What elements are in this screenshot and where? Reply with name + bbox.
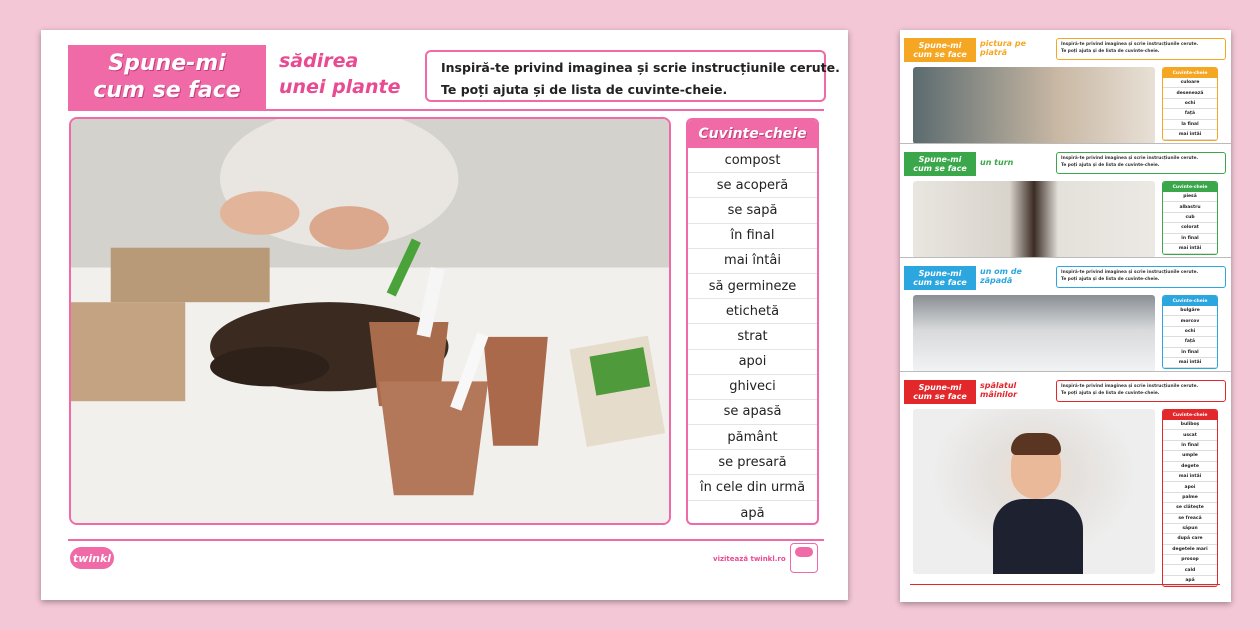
visit-link[interactable]: vizitează twinkl.ro	[713, 555, 786, 563]
thumb-keywords: Cuvinte-cheie bulgăre morcov ochi față în final mai întâi	[1162, 295, 1218, 369]
keyword-item: compost	[688, 148, 817, 173]
thumb-title: Spune-mi cum se face	[904, 152, 976, 176]
thumb-photo	[913, 67, 1155, 144]
keyword-item: se apasă	[688, 400, 817, 425]
keyword-item: se acoperă	[688, 173, 817, 198]
twinkl-badge-icon	[790, 543, 818, 573]
instruction-line-1: Inspiră-te privind imaginea și scrie instrucțiunile cerute.	[441, 60, 840, 75]
title-line-2: cum se face	[93, 78, 241, 103]
keyword-item: se sapă	[688, 198, 817, 223]
thumb-keywords: Cuvinte-cheie culoare desenează ochi față la final mai întâi	[1162, 67, 1218, 141]
thumb-title: Spune-mi cum se face	[904, 266, 976, 290]
subtitle-line-1: sădirea	[279, 50, 359, 72]
instruction-line-2: Te poți ajuta și de lista de cuvinte-cheie.	[441, 82, 728, 97]
thumb-tower[interactable]	[900, 144, 1231, 258]
thumb-subtitle: spălatul mâinilor	[980, 381, 1018, 399]
thumb-footer-divider	[910, 584, 1220, 585]
thumb-instructions: Inspiră-te privind imaginea și scrie instrucțiunile cerute. Te poți ajuta și de lista de cuvinte-cheie.	[1056, 266, 1226, 288]
thumb-snowman[interactable]	[900, 258, 1231, 372]
thumb-title	[904, 38, 976, 62]
keyword-item: strat	[688, 324, 817, 349]
thumb-title-line: Spune-mi	[918, 41, 962, 50]
planting-illustration	[71, 119, 669, 523]
instructions-box	[425, 50, 840, 102]
thumb-photo	[913, 295, 1155, 372]
thumb-subtitle: un turn	[980, 158, 1014, 167]
main-worksheet	[41, 30, 848, 600]
keyword-item: etichetă	[688, 299, 817, 324]
keyword-item: în final	[688, 224, 817, 249]
keyword-item: mai întâi	[688, 249, 817, 274]
worksheet-subtitle	[279, 48, 449, 100]
keyword-item: apă	[740, 505, 765, 521]
planting-photo	[69, 117, 671, 525]
keyword-item: ghiveci	[688, 375, 817, 400]
twinkl-logo: twinkl	[70, 547, 114, 569]
keyword-item: se presară	[688, 450, 817, 475]
thumb-title: Spune-mi cum se face	[904, 380, 976, 404]
thumb-photo	[913, 181, 1155, 258]
thumb-keywords: Cuvinte-cheie buliboș uscat în final umple degete mai întâi apoi palme se clătește se freacă săpun după care degetele mari prosop cald apă	[1162, 409, 1218, 587]
keywords-header	[688, 120, 817, 148]
keyword-item: apoi	[688, 350, 817, 375]
thumb-handwashing[interactable]	[900, 372, 1231, 602]
keywords-panel	[686, 118, 819, 525]
thumb-instructions: Inspiră-te privind imaginea și scrie instrucțiunile cerute. Te poți ajuta și de lista de cuvinte-cheie.	[1056, 152, 1226, 174]
keyword-item: să germineze	[688, 274, 817, 299]
thumb-keywords: Cuvinte-cheie piesă albastru cub colorat în final mai întâi	[1162, 181, 1218, 255]
thumb-subtitle: un om de zăpadă	[980, 267, 1022, 285]
keywords-title: Cuvinte-cheie	[698, 126, 807, 142]
thumb-photo	[913, 409, 1155, 574]
thumb-instructions: Inspiră-te privind imaginea și scrie instrucțiunile cerute. Te poți ajuta și de lista de cuvinte-cheie.	[1056, 380, 1226, 402]
thumb-painting-stones[interactable]	[900, 30, 1231, 144]
subtitle-line-2: unei plante	[279, 76, 401, 98]
thumb-title-line: cum se face	[913, 50, 967, 59]
worksheet-title	[68, 45, 266, 109]
thumb-instructions: Inspiră-te privind imaginea și scrie instrucțiunile cerute. Te poți ajuta și de lista de cuvinte-cheie.	[1056, 38, 1226, 60]
keywords-list	[688, 148, 817, 525]
header-divider	[68, 109, 824, 111]
footer-divider	[68, 539, 824, 541]
keyword-item: pământ	[688, 425, 817, 450]
thumbnail-stack	[900, 30, 1231, 602]
keyword-item: în cele din urmă	[688, 475, 817, 500]
thumb-subtitle: pictura pe piatră	[980, 39, 1027, 57]
title-line-1: Spune-mi	[108, 51, 226, 76]
